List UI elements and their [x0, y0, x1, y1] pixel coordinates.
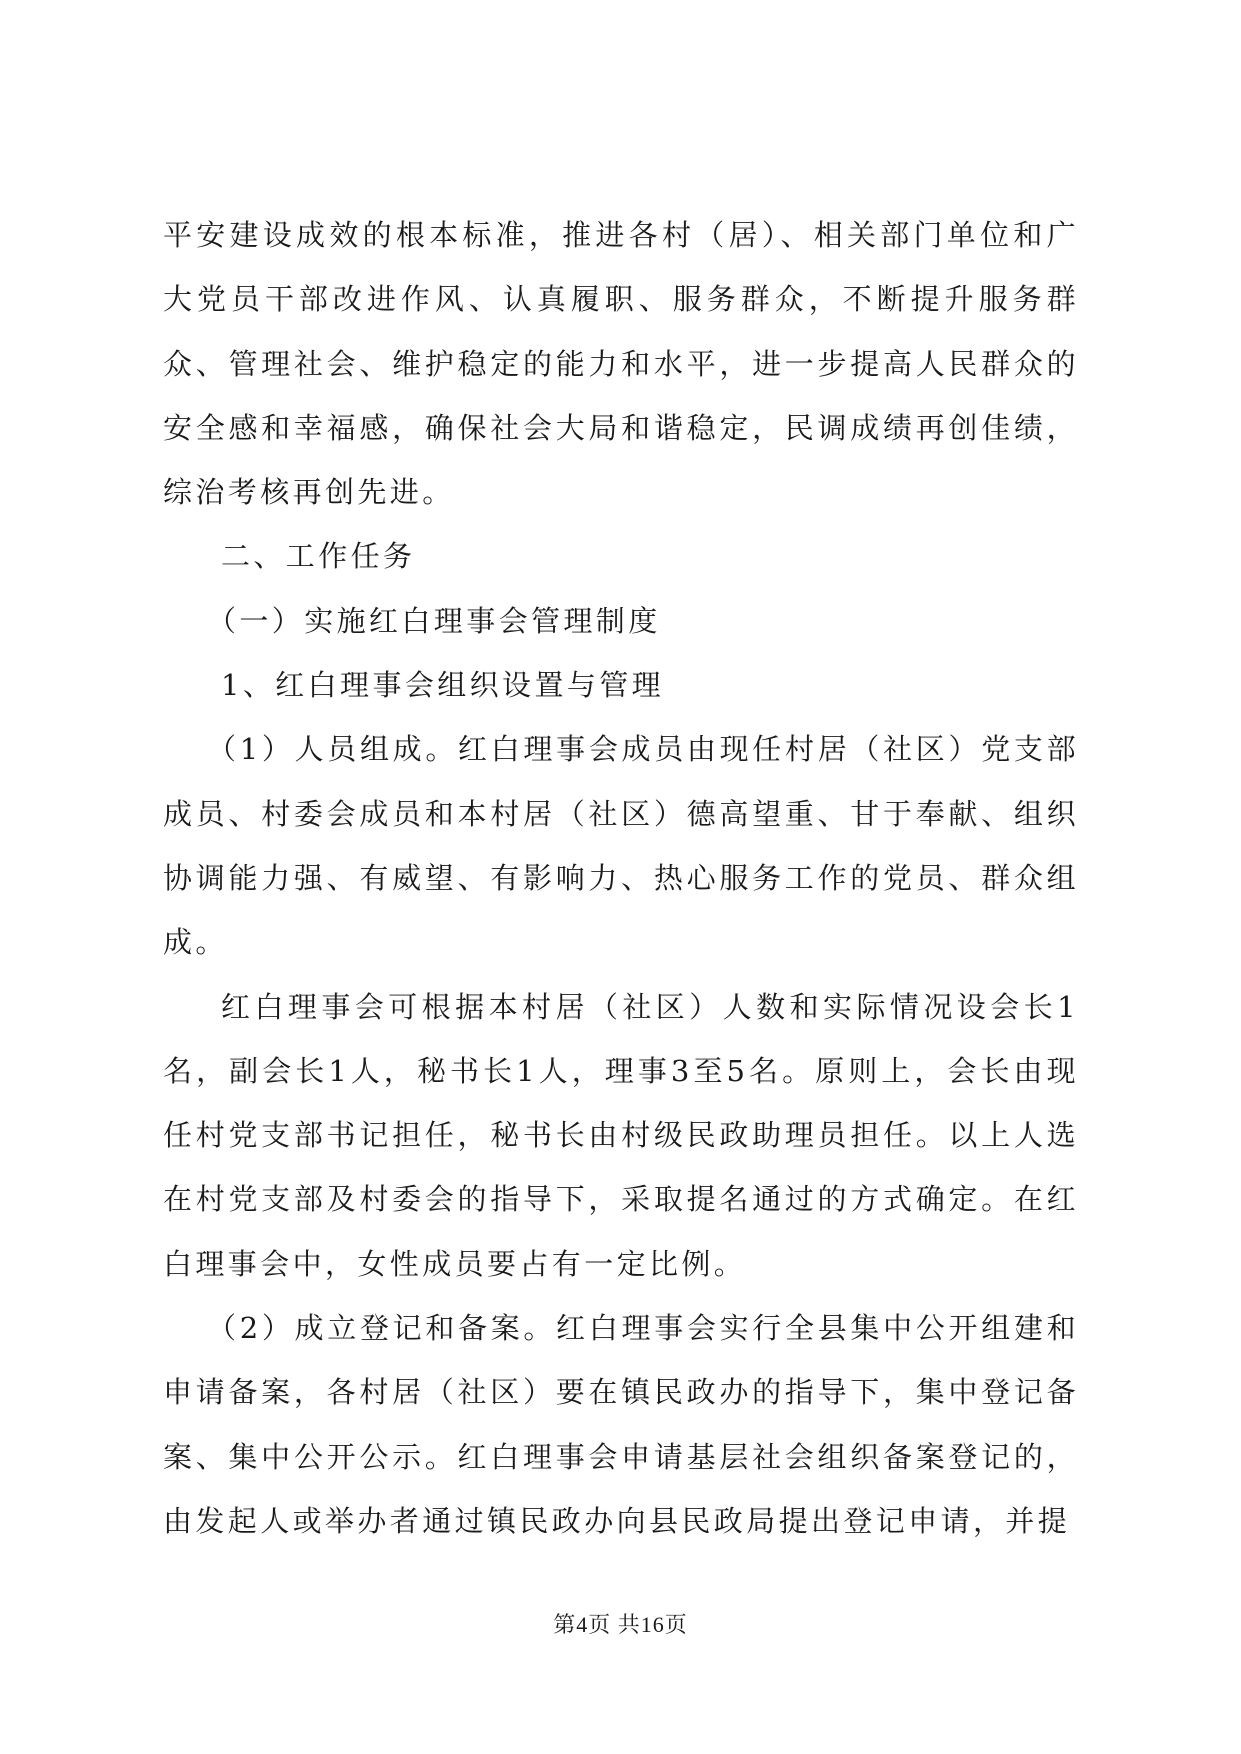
- page-number-footer: 第4页 共16页: [553, 1612, 688, 1637]
- paragraph-continuation: 平安建设成效的根本标准，推进各村（居）、相关部门单位和广大党员干部改进作风、认真履职、服务群众，不断提升服务群众、管理社会、维护稳定的能力和水平，进一步提高人民群众的安全感和幸福感，确保社会大局和谐稳定，民调成绩再创佳绩，综治考核再创先进。: [163, 218, 1079, 510]
- subsection-heading: （一）实施红白理事会管理制度: [207, 603, 661, 638]
- paragraph-composition: 红白理事会可根据本村居（社区）人数和实际情况设会长1名，副会长1人，秘书长1人，理事3至5名。原则上，会长由现任村党支部书记担任，秘书长由村级民政助理员担任。以上人选在村党支部及村委会的指导下，采取提名通过的方式确定。在红白理事会中，女性成员要占有一定比例。: [163, 989, 1079, 1281]
- document-body: [163, 203, 1079, 1553]
- paragraph-personnel: （1）人员组成。红白理事会成员由现任村居（社区）党支部成员、村委会成员和本村居（社区）德高望重、甘于奉献、组织协调能力强、有威望、有影响力、热心服务工作的党员、群众组成。: [163, 732, 1079, 960]
- section-heading: 二、工作任务: [221, 539, 416, 574]
- item-heading: 1、红白理事会组织设置与管理: [221, 668, 665, 703]
- paragraph-registration: （2）成立登记和备案。红白理事会实行全县集中公开组建和申请备案，各村居（社区）要在镇民政办的指导下，集中登记备案、集中公开公示。红白理事会申请基层社会组织备案登记的，由发起人或举办者通过镇民政办向县民政局提出登记申请，并提: [163, 1311, 1079, 1538]
